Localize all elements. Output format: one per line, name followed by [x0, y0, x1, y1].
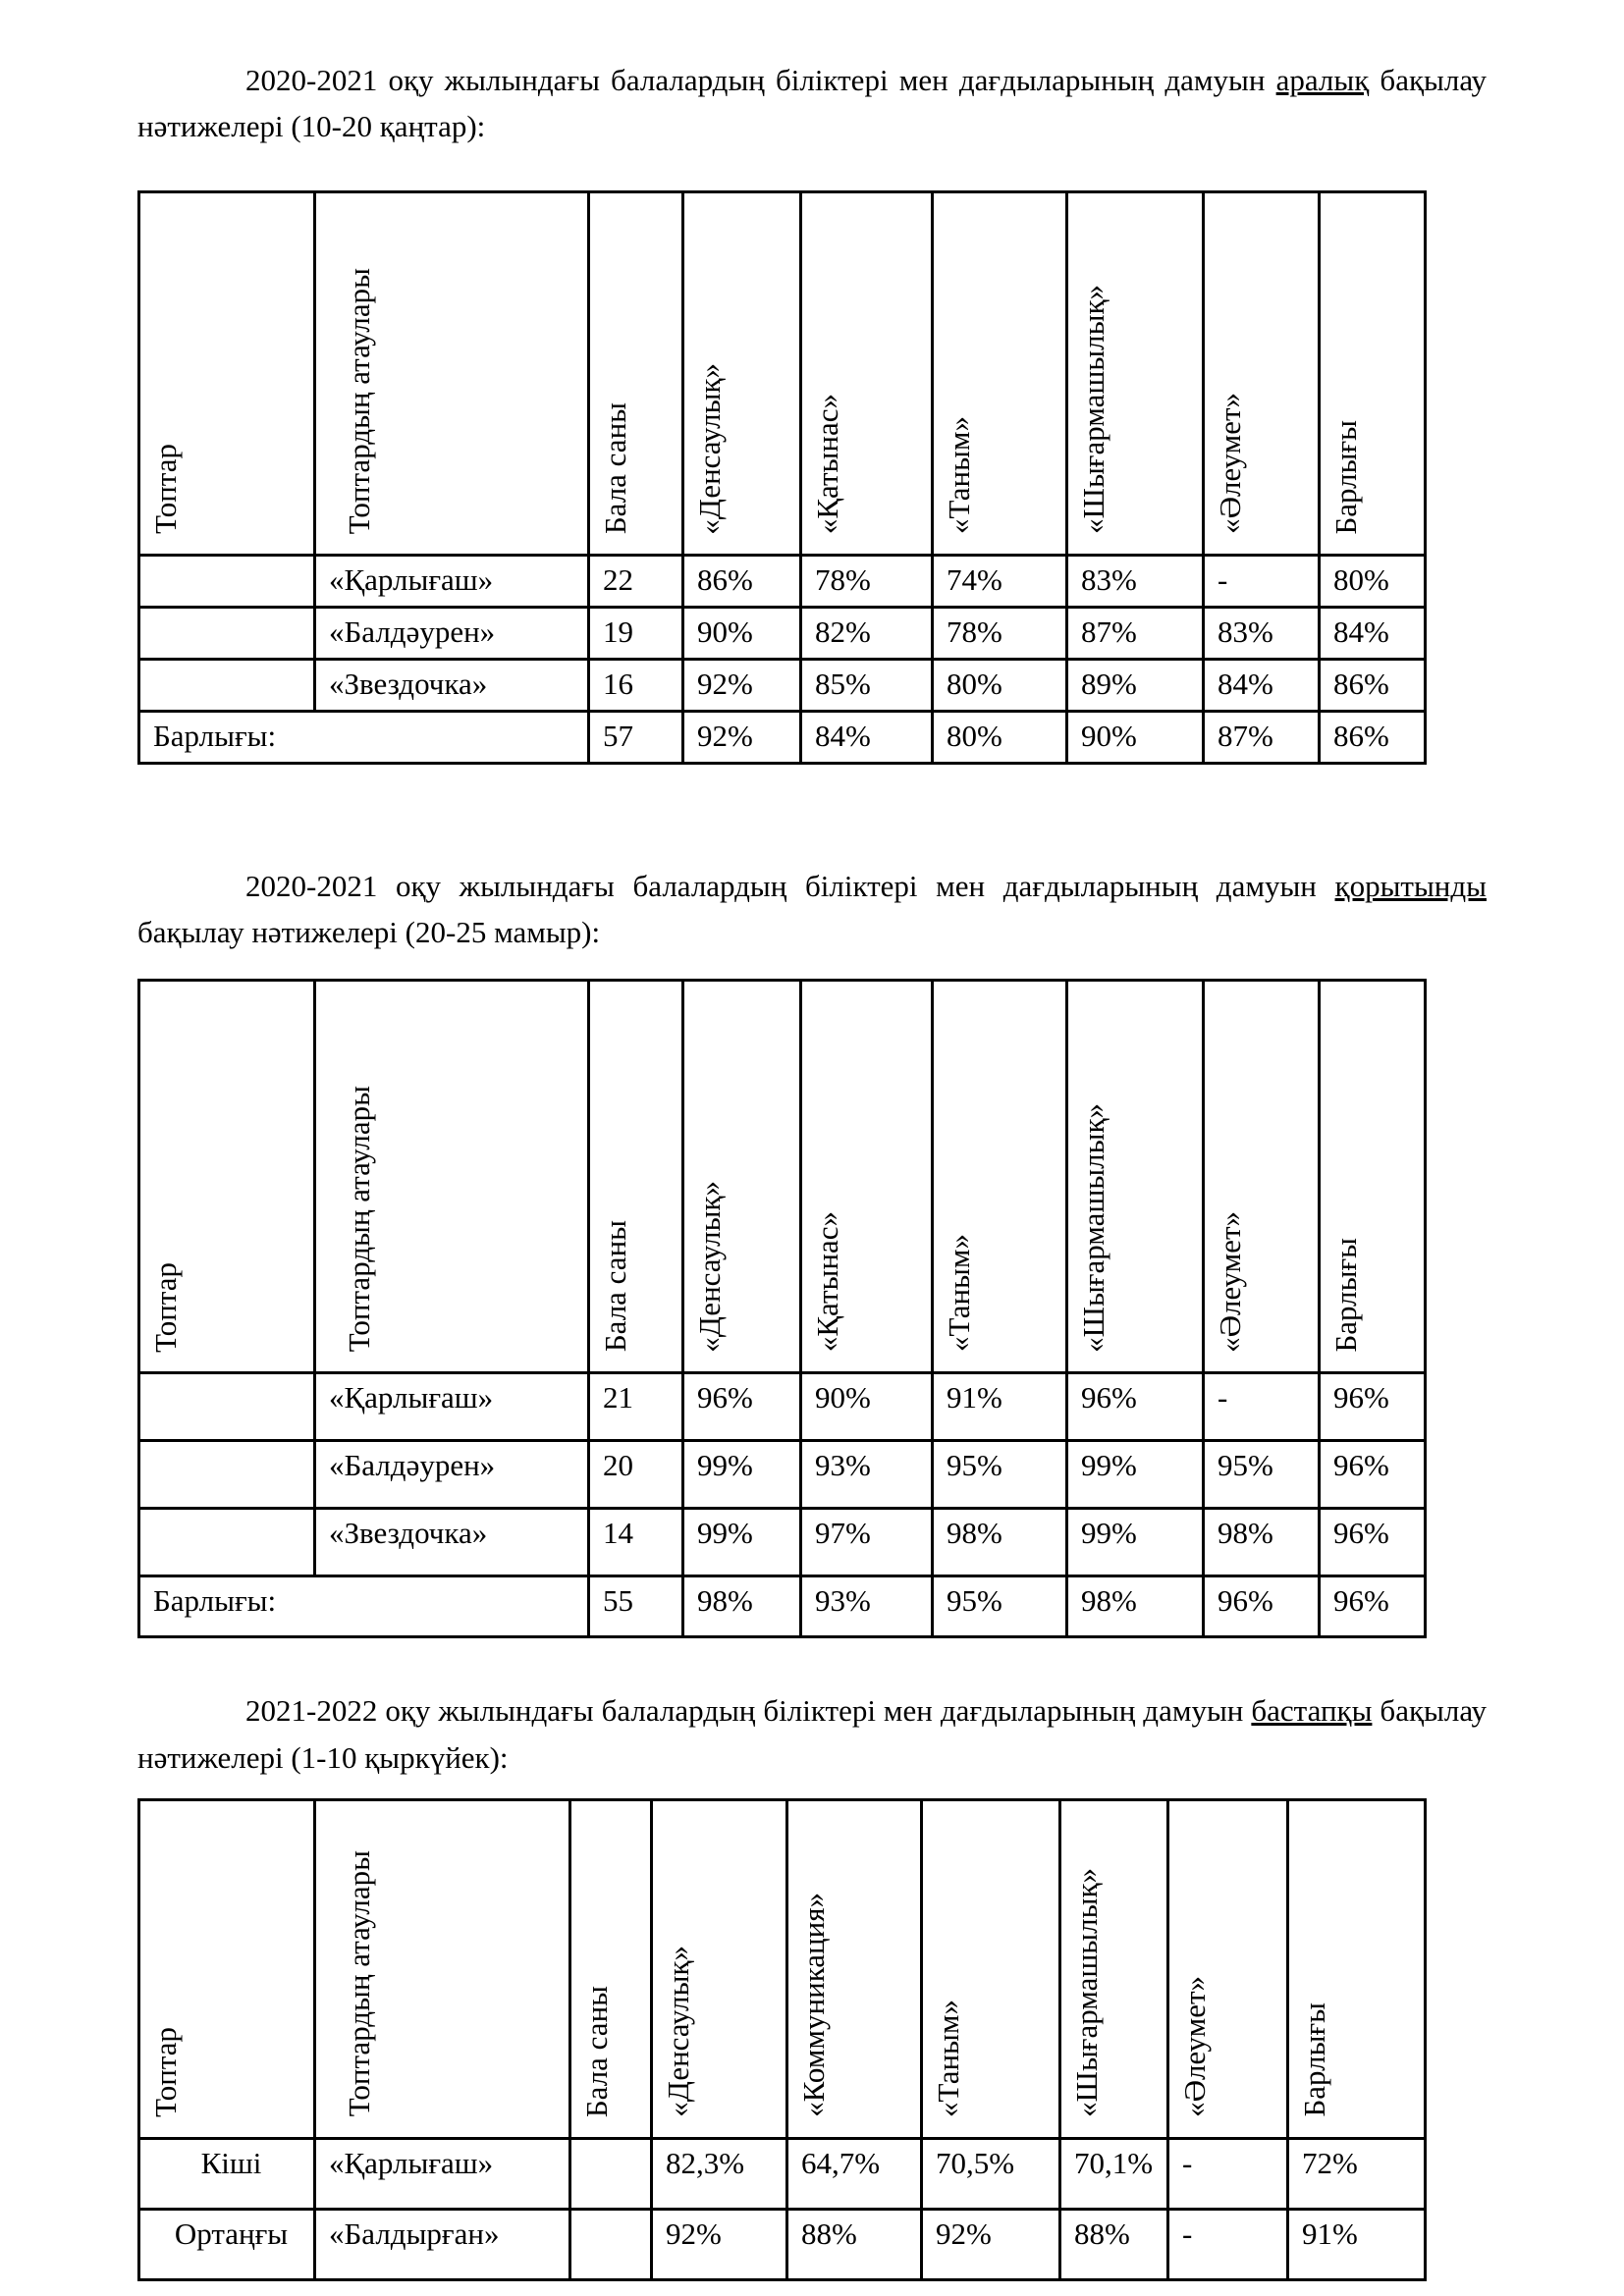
table-cell [139, 1373, 315, 1441]
table-cell [139, 660, 315, 712]
column-header-tanym: «Таным» [922, 1799, 1060, 2138]
table-cell: 91% [1288, 2209, 1426, 2279]
table-cell: 99% [1067, 1441, 1204, 1509]
table-cell: 21 [589, 1373, 683, 1441]
table-cell-group-type: Ортаңғы [139, 2209, 315, 2279]
table-cell: 70,5% [922, 2138, 1060, 2209]
column-header-shygarmashylyq: «Шығармашылық» [1067, 981, 1204, 1373]
table-cell: 64,7% [787, 2138, 922, 2209]
monitoring-table-interim [137, 190, 1427, 765]
column-header-qatynas: «Қатынас» [801, 981, 933, 1373]
table-cell: 96% [1204, 1576, 1320, 1637]
table-cell: 20 [589, 1441, 683, 1509]
title-text: 2021-2022 оқу жылындағы балалардың біліктері мен дағдыларының дамуын [245, 1693, 1244, 1729]
table-cell-group-name: «Звездочка» [315, 1509, 589, 1576]
monitoring-table-initial [137, 1798, 1427, 2281]
header-row [139, 981, 1426, 1373]
column-header-densaulyq: «Денсаулық» [683, 981, 801, 1373]
table-cell: 16 [589, 660, 683, 712]
table-row [139, 2209, 1426, 2279]
column-header-shygarmashylyq: «Шығармашылық» [1060, 1799, 1168, 2138]
table-cell: 91% [933, 1373, 1067, 1441]
table-cell [570, 2138, 652, 2209]
table-cell: 90% [683, 608, 801, 660]
table-cell: 86% [1320, 712, 1426, 764]
column-header-barlygy: Барлығы [1320, 981, 1426, 1373]
table-cell: 85% [801, 660, 933, 712]
header-row [139, 192, 1426, 556]
table-cell: 84% [801, 712, 933, 764]
title-underlined-term: қорытынды [1334, 869, 1487, 904]
table-cell: 98% [1067, 1576, 1204, 1637]
table-cell-group-name: «Балдәурен» [315, 1441, 589, 1509]
table-row [139, 660, 1426, 712]
table-cell: 55 [589, 1576, 683, 1637]
monitoring-table-final [137, 979, 1427, 1638]
table-cell: 93% [801, 1441, 933, 1509]
column-header-toptar: Топтар [139, 192, 315, 556]
table-cell: 95% [1204, 1441, 1320, 1509]
total-label: Барлығы: [139, 1576, 589, 1637]
table-cell: 92% [683, 712, 801, 764]
title-text: бақылау нәтижелері (20-25 мамыр): [137, 915, 601, 950]
table-cell: 72% [1288, 2138, 1426, 2209]
table-cell: 22 [589, 556, 683, 608]
column-header-child-count: Бала саны [589, 981, 683, 1373]
table-cell: 99% [683, 1509, 801, 1576]
table-cell: 87% [1067, 608, 1204, 660]
table-cell-group-name: «Қарлығаш» [315, 1373, 589, 1441]
table-cell: 83% [1204, 608, 1320, 660]
section-title-initial [137, 1687, 1487, 1780]
table-cell: 74% [933, 556, 1067, 608]
table-cell: 92% [922, 2209, 1060, 2279]
table-cell: - [1204, 556, 1320, 608]
table-row [139, 556, 1426, 608]
table-cell: 86% [1320, 660, 1426, 712]
title-text: бақылау нәтижелері (10-20 қаңтар): [137, 63, 1487, 144]
table-cell [570, 2209, 652, 2279]
table-cell-group-name: «Қарлығаш» [315, 2138, 570, 2209]
section-title-interim [137, 57, 1487, 149]
column-header-densaulyq: «Денсаулық» [683, 192, 801, 556]
table-cell [139, 556, 315, 608]
header-row [139, 1799, 1426, 2138]
table-cell: 93% [801, 1576, 933, 1637]
table-cell [139, 608, 315, 660]
table-cell: 92% [652, 2209, 787, 2279]
table-cell: 96% [1320, 1509, 1426, 1576]
column-header-barlygy: Барлығы [1320, 192, 1426, 556]
column-header-toptar: Топтар [139, 981, 315, 1373]
table-cell: 14 [589, 1509, 683, 1576]
table-cell: 84% [1204, 660, 1320, 712]
table-cell: 99% [683, 1441, 801, 1509]
table-cell: 80% [933, 712, 1067, 764]
table-cell: 90% [1067, 712, 1204, 764]
table-cell: 96% [1320, 1373, 1426, 1441]
table-row [139, 1509, 1426, 1576]
table-cell: 90% [801, 1373, 933, 1441]
table-cell: 82% [801, 608, 933, 660]
column-header-qatynas: «Қатынас» [801, 192, 933, 556]
table-row [139, 1441, 1426, 1509]
table-cell-group-name: «Балдәурен» [315, 608, 589, 660]
total-label: Барлығы: [139, 712, 589, 764]
table-cell: 96% [1320, 1441, 1426, 1509]
table-cell [139, 1441, 315, 1509]
table-cell-group-name: «Балдырған» [315, 2209, 570, 2279]
table-cell: 80% [1320, 556, 1426, 608]
table-row [139, 1373, 1426, 1441]
table-cell: 96% [1320, 1576, 1426, 1637]
table-cell: 98% [1204, 1509, 1320, 1576]
table-cell: 78% [801, 556, 933, 608]
table-row [139, 2138, 1426, 2209]
table-cell: 95% [933, 1441, 1067, 1509]
column-header-aleumet: «Әлеумет» [1204, 192, 1320, 556]
column-header-aleumet: «Әлеумет» [1204, 981, 1320, 1373]
column-header-densaulyq: «Денсаулық» [652, 1799, 787, 2138]
table-cell: 98% [683, 1576, 801, 1637]
table-cell: - [1168, 2209, 1288, 2279]
column-header-toptar: Топтар [139, 1799, 315, 2138]
table-cell: 78% [933, 608, 1067, 660]
column-header-group-names: Топтардың атаулары [315, 1799, 570, 2138]
column-header-kommunikacia: «Коммуникация» [787, 1799, 922, 2138]
table-cell: 97% [801, 1509, 933, 1576]
table-cell: 98% [933, 1509, 1067, 1576]
column-header-group-names: Топтардың атаулары [315, 192, 589, 556]
table-cell: 19 [589, 608, 683, 660]
table-cell: 86% [683, 556, 801, 608]
table-cell: - [1168, 2138, 1288, 2209]
table-cell: 89% [1067, 660, 1204, 712]
title-text: 2020-2021 оқу жылындағы балалардың біліктері мен дағдыларының дамуын [245, 63, 1266, 97]
table-cell: 70,1% [1060, 2138, 1168, 2209]
column-header-tanym: «Таным» [933, 192, 1067, 556]
table-cell: 82,3% [652, 2138, 787, 2209]
table-cell-group-name: «Қарлығаш» [315, 556, 589, 608]
title-text: бақылау нәтижелері (1-10 қыркүйек): [137, 1693, 1487, 1775]
column-header-child-count: Бала саны [589, 192, 683, 556]
table-cell-group-type: Кіші [139, 2138, 315, 2209]
table-cell: 83% [1067, 556, 1204, 608]
total-row [139, 1576, 1426, 1637]
column-header-tanym: «Таным» [933, 981, 1067, 1373]
title-underlined-term: бастапқы [1251, 1693, 1373, 1729]
table-cell-group-name: «Звездочка» [315, 660, 589, 712]
column-header-group-names: Топтардың атаулары [315, 981, 589, 1373]
title-underlined-term: аралық [1275, 63, 1370, 97]
column-header-barlygy: Барлығы [1288, 1799, 1426, 2138]
table-row [139, 608, 1426, 660]
column-header-shygarmashylyq: «Шығармашылық» [1067, 192, 1204, 556]
table-cell: 92% [683, 660, 801, 712]
table-cell: 84% [1320, 608, 1426, 660]
table-cell: - [1204, 1373, 1320, 1441]
column-header-aleumet: «Әлеумет» [1168, 1799, 1288, 2138]
title-text: 2020-2021 оқу жылындағы балалардың біліктері мен дағдыларының дамуын [245, 869, 1317, 904]
table-cell: 80% [933, 660, 1067, 712]
table-cell: 99% [1067, 1509, 1204, 1576]
column-header-child-count: Бала саны [570, 1799, 652, 2138]
table-cell: 87% [1204, 712, 1320, 764]
table-cell [139, 1509, 315, 1576]
table-cell: 88% [1060, 2209, 1168, 2279]
total-row [139, 712, 1426, 764]
table-cell: 88% [787, 2209, 922, 2279]
table-cell: 96% [683, 1373, 801, 1441]
table-cell: 57 [589, 712, 683, 764]
section-title-final [137, 863, 1487, 955]
table-cell: 96% [1067, 1373, 1204, 1441]
table-cell: 95% [933, 1576, 1067, 1637]
